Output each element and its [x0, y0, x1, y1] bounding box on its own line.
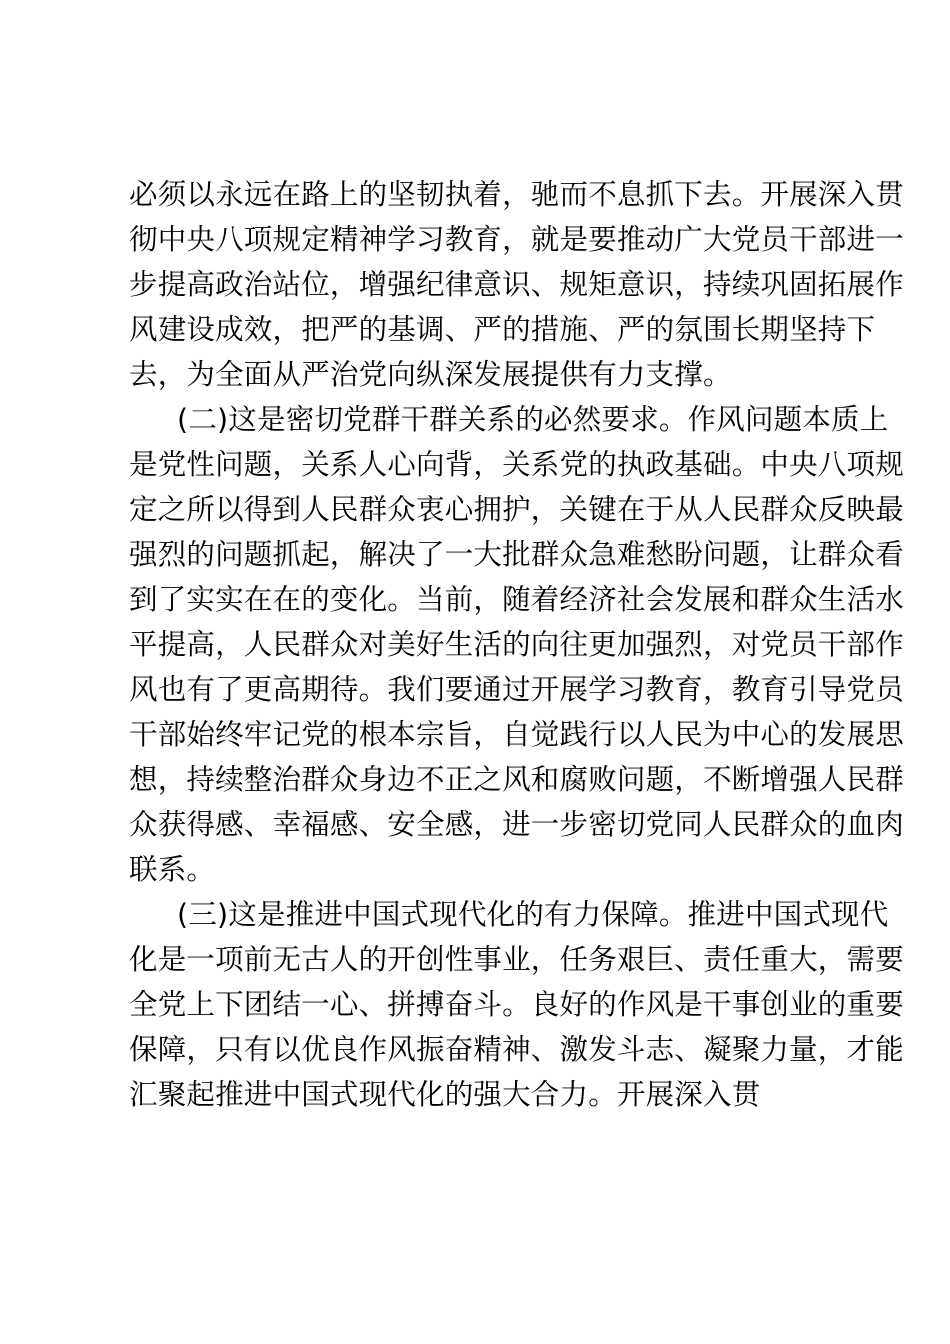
text-line: 是党性问题，关系人心向背，关系党的执政基础。中央八项规 [129, 448, 904, 481]
text-line: 汇聚起推进中国式现代化的强大合力。开展深入贯 [129, 1078, 761, 1111]
text-line: 步提高政治站位，增强纪律意识、规矩意识，持续巩固拓展作 [129, 268, 904, 301]
text-line: 去，为全面从严治党向纵深发展提供有力支撑。 [129, 358, 732, 391]
text-line: 强烈的问题抓起，解决了一大批群众急难愁盼问题，让群众看 [129, 538, 904, 571]
text-line: 想，持续整治群众身边不正之风和腐败问题，不断增强人民群 [129, 763, 904, 796]
text-line: 平提高，人民群众对美好生活的向往更加强烈，对党员干部作 [129, 628, 904, 661]
paragraph-heading-2: (二)这是密切党群干群关系的必然要求。作风问题本质上 [177, 403, 889, 436]
text-line: 众获得感、幸福感、安全感，进一步密切党同人民群众的血肉 [129, 808, 904, 841]
text-line: 保障，只有以优良作风振奋精神、激发斗志、凝聚力量，才能 [129, 1033, 904, 1066]
text-line: 到了实实在在的变化。当前，随着经济社会发展和群众生活水 [129, 583, 904, 616]
text-line: 定之所以得到人民群众衷心拥护，关键在于从人民群众反映最 [129, 493, 904, 526]
text-line: 风建设成效，把严的基调、严的措施、严的氛围长期坚持下 [129, 313, 876, 346]
text-line: 全党上下团结一心、拼搏奋斗。良好的作风是干事创业的重要 [129, 988, 904, 1021]
text-line: 彻中央八项规定精神学习教育，就是要推动广大党员干部进一 [129, 223, 904, 256]
text-line: 联系。 [129, 853, 216, 886]
text-line: 化是一项前无古人的开创性事业，任务艰巨、责任重大，需要 [129, 943, 904, 976]
paragraph-heading-3: (三)这是推进中国式现代化的有力保障。推进中国式现代 [177, 898, 889, 931]
text-line: 风也有了更高期待。我们要通过开展学习教育，教育引导党员 [129, 673, 904, 706]
text-line: 干部始终牢记党的根本宗旨，自觉践行以人民为中心的发展思 [129, 718, 904, 751]
text-line: 必须以永远在路上的坚韧执着，驰而不息抓下去。开展深入贯 [129, 178, 904, 211]
